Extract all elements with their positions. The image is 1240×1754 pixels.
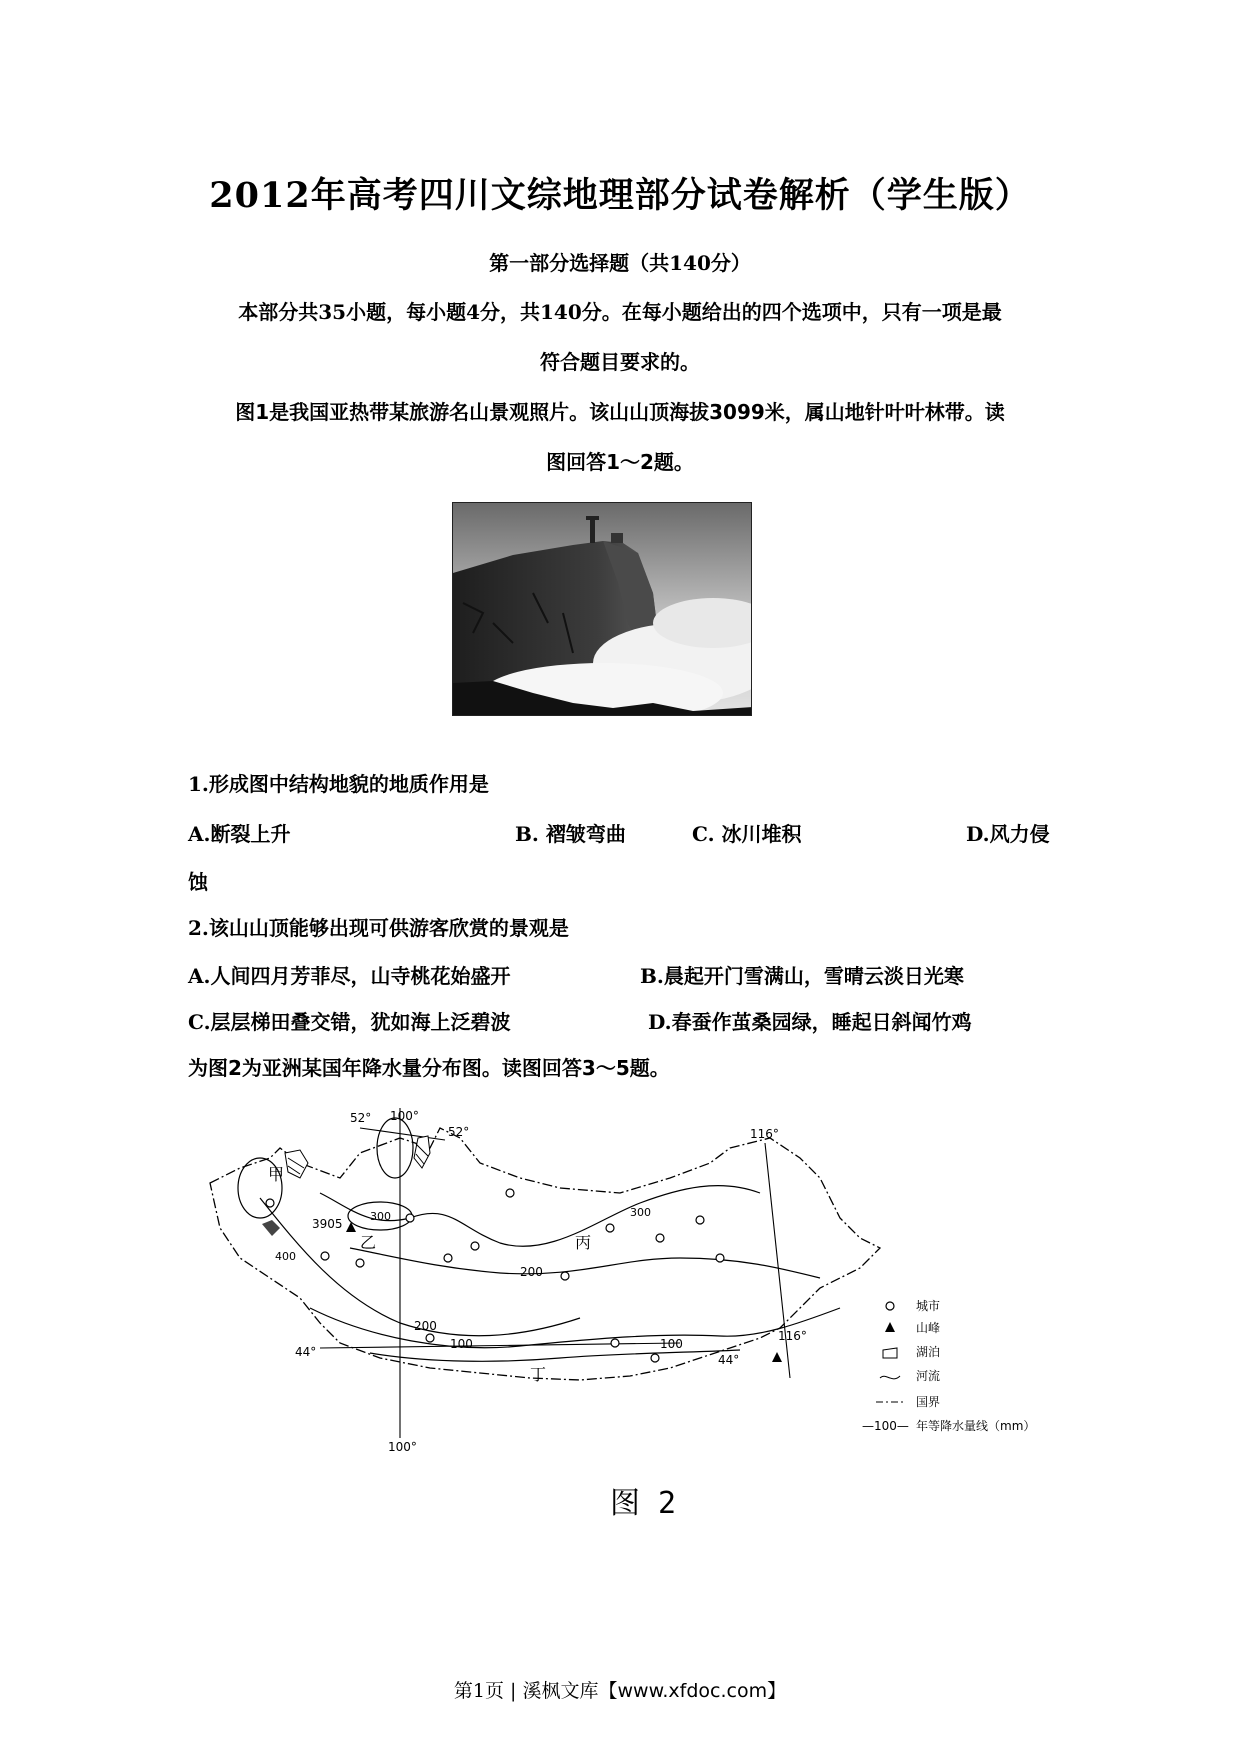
lon-label: 100° xyxy=(390,1109,419,1123)
place-label: 甲 xyxy=(268,1165,285,1184)
q1-option-d-wrap: 蚀 xyxy=(188,870,208,894)
isohyet-label: 300 xyxy=(370,1210,391,1223)
document-title: 2012年高考四川文综地理部分试卷解析（学生版） xyxy=(209,175,1031,216)
fig1-intro-line-2: 图回答1～2题。 xyxy=(546,450,694,474)
q1-option-d: D.风力侵 xyxy=(966,822,1050,846)
fig2-intro: 为图2为亚洲某国年降水量分布图。读图回答3～5题。 xyxy=(188,1056,670,1080)
legend-isohyet-sample: —100— xyxy=(862,1419,909,1433)
lake xyxy=(262,1220,280,1236)
intro-line-1: 本部分共35小题，每小题4分，共140分。在每小题给出的四个选项中，只有一项是最 xyxy=(238,300,1002,324)
q1-option-c: C. 冰川堆积 xyxy=(692,822,802,846)
place-label: 丙 xyxy=(575,1233,592,1252)
q2-option-c: C.层层梯田叠交错，犹如海上泛碧波 xyxy=(188,1010,511,1034)
lon-label: 100° xyxy=(388,1440,417,1454)
isohyet-line xyxy=(350,1248,820,1278)
legend-isohyet: 年等降水量线（mm） xyxy=(916,1419,1036,1433)
legend-city-icon xyxy=(886,1302,894,1310)
intro-line-2: 符合题目要求的。 xyxy=(540,350,700,374)
lat-label: 44° xyxy=(295,1345,317,1359)
q2-stem: 2.该山山顶能够出现可供游客欣赏的景观是 xyxy=(188,916,569,940)
peak-icon xyxy=(346,1222,356,1232)
lat-label: 44° xyxy=(718,1353,740,1367)
isohyet-label: 400 xyxy=(275,1250,296,1263)
legend-border: 国界 xyxy=(916,1395,941,1409)
lon-label: 116° xyxy=(750,1127,779,1141)
isohyet-label: 200 xyxy=(520,1265,543,1279)
q1-stem: 1.形成图中结构地貌的地质作用是 xyxy=(188,772,489,796)
isohyet-label: 300 xyxy=(630,1206,651,1219)
legend-river: 河流 xyxy=(916,1369,941,1383)
place-label: 丁 xyxy=(530,1365,547,1384)
lon-label: 52° xyxy=(448,1125,470,1139)
q2-option-a: A.人间四月芳菲尽，山寺桃花始盛开 xyxy=(188,964,511,988)
footer-url: 【www.xfdoc.com】 xyxy=(598,1680,787,1702)
map-legend xyxy=(862,1299,1035,1433)
legend-river-icon xyxy=(880,1376,900,1379)
isohyet-label: 100 xyxy=(660,1337,683,1351)
lake xyxy=(285,1150,308,1178)
mountain-photo xyxy=(452,502,752,716)
page-footer xyxy=(0,1676,1240,1703)
q1-option-b: B. 褶皱弯曲 xyxy=(515,822,626,846)
lon-label: 52° xyxy=(350,1111,372,1125)
legend-city: 城市 xyxy=(916,1299,941,1313)
q2-option-b: B.晨起开门雪满山，雪晴云淡日光寒 xyxy=(640,964,964,988)
isohyet-line xyxy=(310,1308,840,1348)
legend-peak: 山峰 xyxy=(916,1321,941,1335)
fig2-caption: 图 2 xyxy=(610,1486,677,1521)
legend-lake: 湖泊 xyxy=(916,1345,941,1359)
fig1-intro-line-1: 图1是我国亚热带某旅游名山景观照片。该山山顶海拔3099米，属山地针叶叶林带。读 xyxy=(235,400,1005,424)
place-label: 乙 xyxy=(360,1233,377,1252)
section-heading: 第一部分选择题（共140分） xyxy=(489,251,751,275)
isohyet-label: 200 xyxy=(414,1319,437,1333)
isohyet-line xyxy=(370,1350,740,1361)
peak-height-label: 3905 xyxy=(312,1217,343,1231)
lon-label: 116° xyxy=(778,1329,807,1343)
legend-lake-icon xyxy=(883,1348,897,1358)
precipitation-map xyxy=(200,1108,1070,1478)
q1-option-a: A.断裂上升 xyxy=(188,822,291,846)
peak-icon xyxy=(772,1352,782,1362)
lake xyxy=(414,1136,430,1168)
isohyet-closed xyxy=(377,1118,413,1178)
isohyet-label: 100 xyxy=(450,1337,473,1351)
legend-peak-icon xyxy=(885,1322,895,1332)
footer-text: 第1页 | 溪枫文库 xyxy=(453,1680,599,1702)
q2-option-d: D.春蚕作茧桑园绿，睡起日斜闻竹鸡 xyxy=(648,1010,972,1034)
